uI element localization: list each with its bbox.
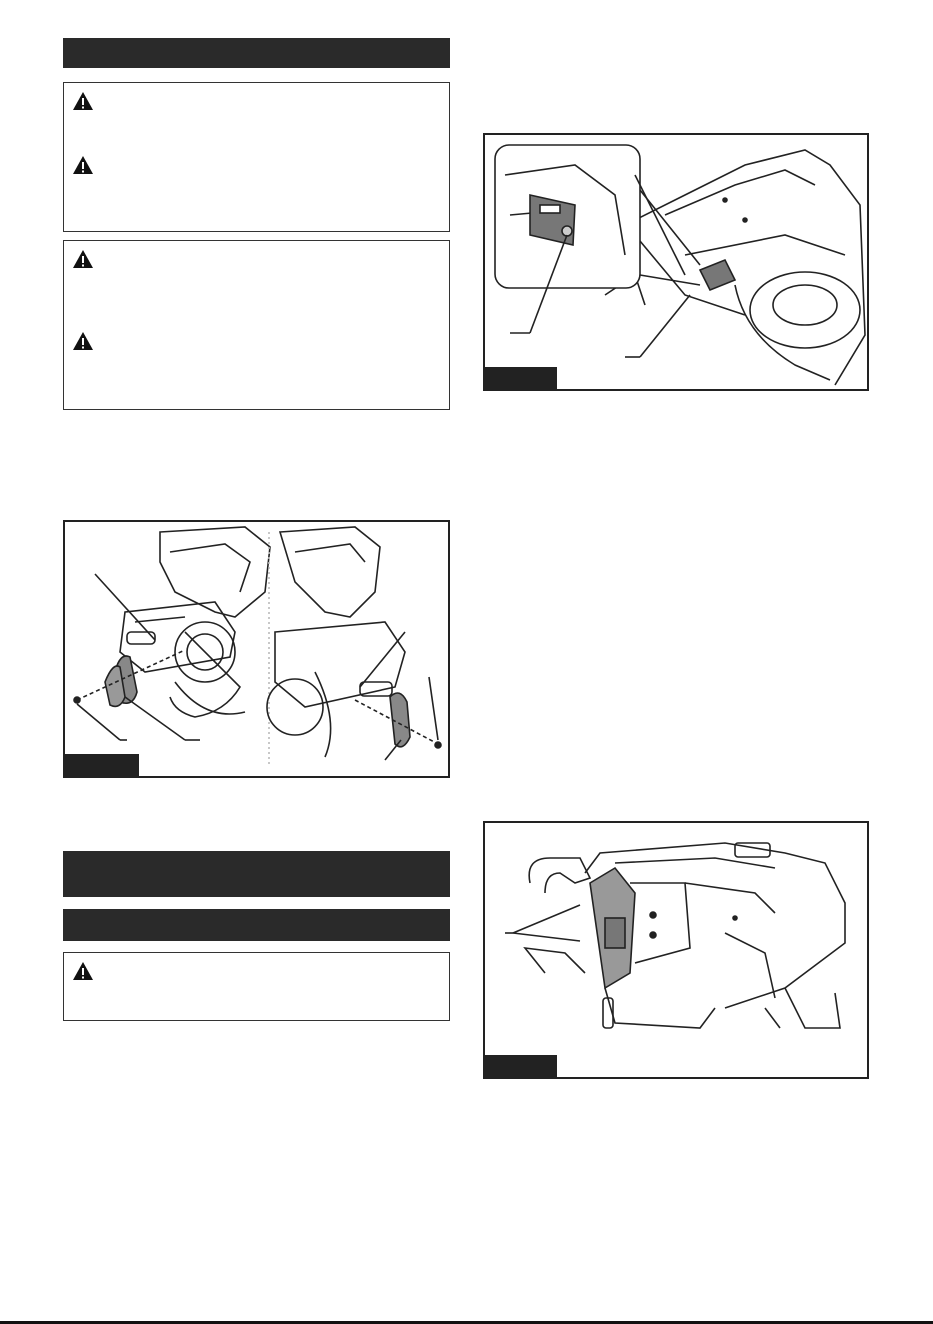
warning-triangle-icon: [72, 331, 94, 351]
warning-box: [63, 952, 450, 1021]
warning-triangle-icon: [72, 155, 94, 175]
warning-triangle-icon: [72, 249, 94, 269]
figure-nose-guide: [483, 821, 869, 1079]
section-header-bar: [63, 909, 450, 941]
figure-tab: [485, 367, 557, 389]
figure-hook-install: [63, 520, 450, 778]
figure-tab: [65, 754, 139, 776]
rear-bracket-illustration: [485, 135, 867, 389]
warning-triangle-icon: [72, 91, 94, 111]
figure-tab: [485, 1055, 557, 1077]
warning-box: [63, 82, 450, 232]
section-header-bar: [63, 851, 450, 897]
warning-triangle-icon: [72, 961, 94, 981]
warning-box: [63, 240, 450, 410]
section-header-bar: [63, 38, 450, 68]
figure-rear-bracket: [483, 133, 869, 391]
hook-install-illustration: [65, 522, 448, 776]
nose-guide-illustration: [485, 823, 867, 1077]
